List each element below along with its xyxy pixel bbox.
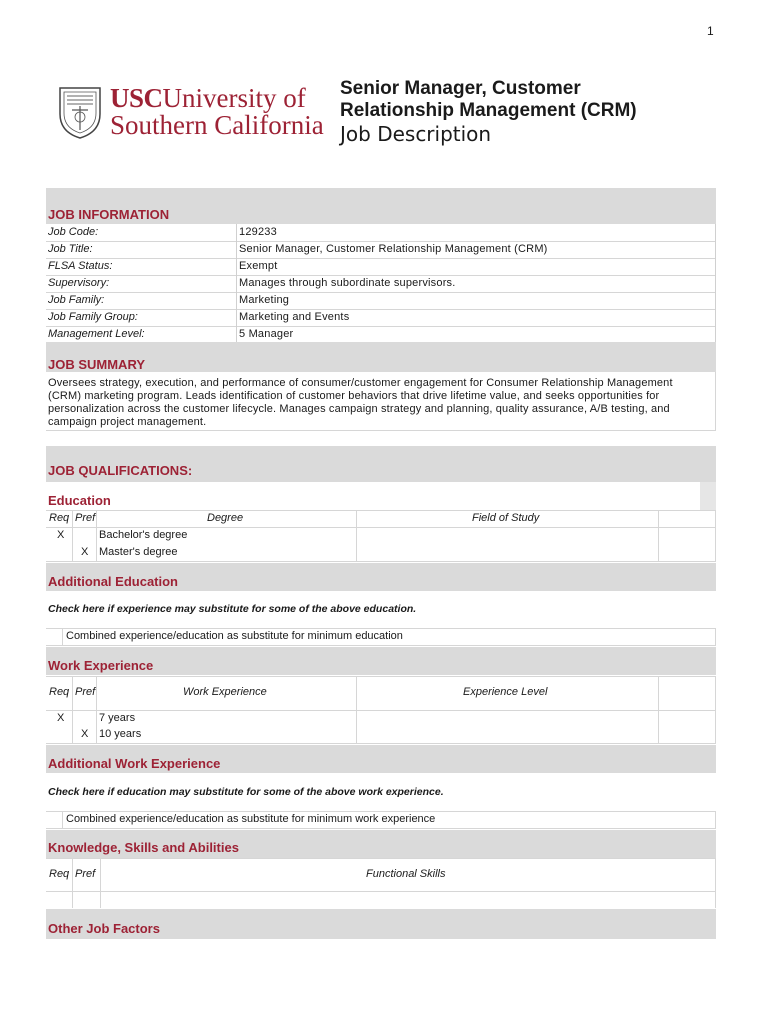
divider [658, 510, 659, 561]
job-summary-header-bar [46, 342, 716, 372]
col-pref: Pref [75, 686, 96, 698]
additional-work-check-text: Check here if education may substitute for some of the above work experience. [48, 786, 444, 798]
job-info-value: Exempt [239, 260, 278, 272]
divider [715, 628, 716, 645]
page-number: 1 [707, 24, 714, 38]
work-row-1-req: X [57, 712, 65, 724]
divider [715, 275, 716, 292]
substitute-work-checkbox[interactable] [48, 813, 60, 825]
usc-seal-icon [58, 84, 102, 140]
divider [62, 811, 63, 828]
job-summary-text: Oversees strategy, execution, and performance of consumer/customer engagement for Consumer Relationship Management (CRM) marketing program. Leads identification of customer behaviors that drive lifetime value, and seeks opportunities for personalization across the customer lifecycle. Manages campaign strategy and planning, quality assurance, A/B testing, and campaign project management. [48, 377, 673, 428]
divider [356, 510, 357, 561]
job-info-row [46, 224, 716, 242]
divider [715, 858, 716, 908]
divider [236, 292, 237, 309]
divider [46, 891, 716, 892]
job-info-label: FLSA Status: [48, 260, 113, 272]
divider [715, 241, 716, 258]
job-info-value: Marketing [239, 294, 290, 306]
divider [72, 858, 73, 908]
divider [715, 326, 716, 343]
substitute-education-checkbox[interactable] [48, 630, 60, 642]
divider [46, 561, 716, 562]
additional-education-check-text: Check here if experience may substitute for some of the above education. [48, 603, 417, 615]
divider [46, 743, 716, 744]
col-functional-skills: Functional Skills [366, 868, 446, 880]
col-req: Req [49, 512, 70, 524]
divider [46, 628, 716, 629]
substitute-education-option: Combined experience/education as substitute for minimum education [66, 630, 403, 642]
edu-row-2-degree: Master's degree [99, 546, 178, 558]
divider [715, 258, 716, 275]
divider [62, 628, 63, 645]
divider [236, 275, 237, 292]
edu-row-1-req: X [57, 529, 65, 541]
job-info-value: Manages through subordinate supervisors. [239, 277, 456, 289]
job-info-label: Job Family Group: [48, 311, 138, 323]
job-info-row [46, 309, 716, 327]
other-job-factors-heading: Other Job Factors [48, 921, 160, 936]
divider [236, 241, 237, 258]
divider [236, 224, 237, 241]
divider [658, 676, 659, 743]
divider [236, 258, 237, 275]
divider [715, 292, 716, 309]
job-info-value: Marketing and Events [239, 311, 350, 323]
col-experience-level: Experience Level [463, 686, 548, 698]
education-heading: Education [48, 493, 111, 508]
divider [72, 676, 73, 743]
divider [46, 527, 716, 528]
divider [72, 510, 73, 561]
work-row-2-pref: X [81, 728, 89, 740]
work-experience-heading: Work Experience [48, 658, 154, 673]
work-row-2-years: 10 years [99, 728, 142, 740]
job-info-row [46, 241, 716, 259]
col-degree: Degree [207, 512, 244, 524]
divider [236, 326, 237, 343]
ksa-heading: Knowledge, Skills and Abilities [48, 840, 239, 855]
col-pref: Pref [75, 512, 96, 524]
col-pref: Pref [75, 868, 96, 880]
divider [715, 510, 716, 561]
title-line-1: Senior Manager, Customer [340, 78, 581, 99]
divider [46, 828, 716, 829]
job-info-row [46, 292, 716, 310]
divider [46, 676, 716, 677]
col-field-of-study: Field of Study [472, 512, 540, 524]
header-bar-tail [700, 482, 716, 510]
work-row-1-years: 7 years [99, 712, 136, 724]
edu-row-1-degree: Bachelor's degree [99, 529, 188, 541]
divider [715, 811, 716, 828]
page-subtitle: Job Description [340, 122, 492, 146]
page-title [340, 78, 637, 122]
divider [356, 676, 357, 743]
job-info-value: 129233 [239, 226, 277, 238]
divider [96, 510, 97, 561]
divider [46, 811, 716, 812]
divider [715, 676, 716, 743]
divider [96, 676, 97, 743]
job-info-value: Senior Manager, Customer Relationship Management (CRM) [239, 243, 548, 255]
divider [715, 309, 716, 326]
job-information-heading: JOB INFORMATION [48, 207, 170, 222]
col-work-experience: Work Experience [183, 686, 267, 698]
divider [236, 309, 237, 326]
divider [100, 858, 101, 908]
additional-work-experience-heading: Additional Work Experience [48, 756, 221, 771]
job-info-row [46, 258, 716, 276]
job-info-label: Job Title: [48, 243, 93, 255]
job-info-label: Supervisory: [48, 277, 110, 289]
divider [46, 710, 716, 711]
divider [46, 858, 716, 859]
divider [46, 645, 716, 646]
title-line-2: Relationship Management (CRM) [340, 100, 637, 121]
logo-southern-california-text: Southern California [110, 110, 324, 140]
job-info-row [46, 275, 716, 293]
job-qualifications-heading: JOB QUALIFICATIONS: [48, 463, 193, 478]
job-info-value: 5 Manager [239, 328, 294, 340]
job-info-label: Job Family: [48, 294, 105, 306]
job-info-label: Job Code: [48, 226, 99, 238]
divider [715, 372, 716, 430]
logo-university-text: University of [162, 83, 306, 113]
divider [715, 224, 716, 241]
logo-usc-text: USC [110, 83, 163, 113]
job-info-label: Management Level: [48, 328, 145, 340]
usc-logo [58, 84, 328, 144]
edu-row-2-pref: X [81, 546, 89, 558]
divider [46, 510, 716, 511]
col-req: Req [49, 686, 70, 698]
job-summary-heading: JOB SUMMARY [48, 357, 146, 372]
additional-education-heading: Additional Education [48, 574, 178, 589]
divider [46, 430, 716, 431]
substitute-work-option: Combined experience/education as substitute for minimum work experience [66, 813, 436, 825]
col-req: Req [49, 868, 70, 880]
